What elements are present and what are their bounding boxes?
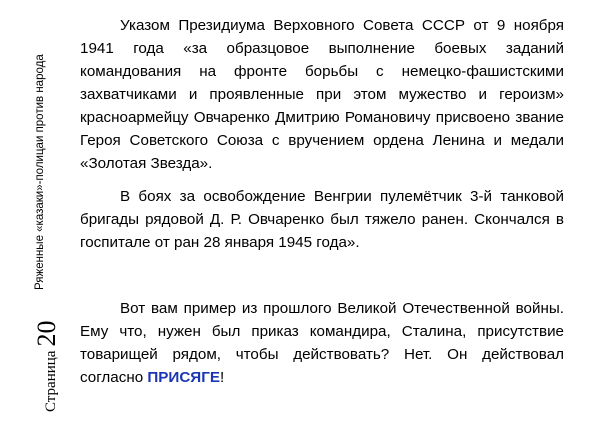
main-text <box>80 14 564 389</box>
running-header: Ряженные «казаки»-полицаи против народа <box>34 54 46 290</box>
paragraph-example-end: ! <box>219 369 225 386</box>
page-number-value: 20 <box>32 320 61 347</box>
page-number <box>32 321 62 412</box>
oath-emphasis: ПРИСЯГЕ <box>147 369 220 386</box>
paragraph-example <box>80 297 564 389</box>
paragraph-example-text: Вот вам пример из прошлого Великой Отечественной войны. Ему что, нужен был приказ командира, Сталина, присутствие товарищей рядом, чтобы действовать? Нет. Он действовал согласно <box>80 300 564 386</box>
paragraph-decree: Указом Президиума Верховного Совета СССР от 9 ноября 1941 года «за образцовое выполнение боевых заданий командования на фронте борьбы с немецко-фашистскими захватчиками и проявленные при этом мужество и героизм» красноармейцу Овчаренко Дмитрию Романовичу присвоено звание Героя Советского Союза с вручением ордена Ленина и медали «Золотая Звезда». <box>80 17 564 172</box>
page-number-label: Страница <box>43 350 59 412</box>
page-sidebar <box>0 0 61 423</box>
paragraph-hungary: В боях за освобождение Венгрии пулемётчик 3-й танковой бригады рядовой Д. Р. Овчаренко был тяжело ранен. Скончался в госпитале от ран 28 января 1945 года». <box>80 188 564 251</box>
